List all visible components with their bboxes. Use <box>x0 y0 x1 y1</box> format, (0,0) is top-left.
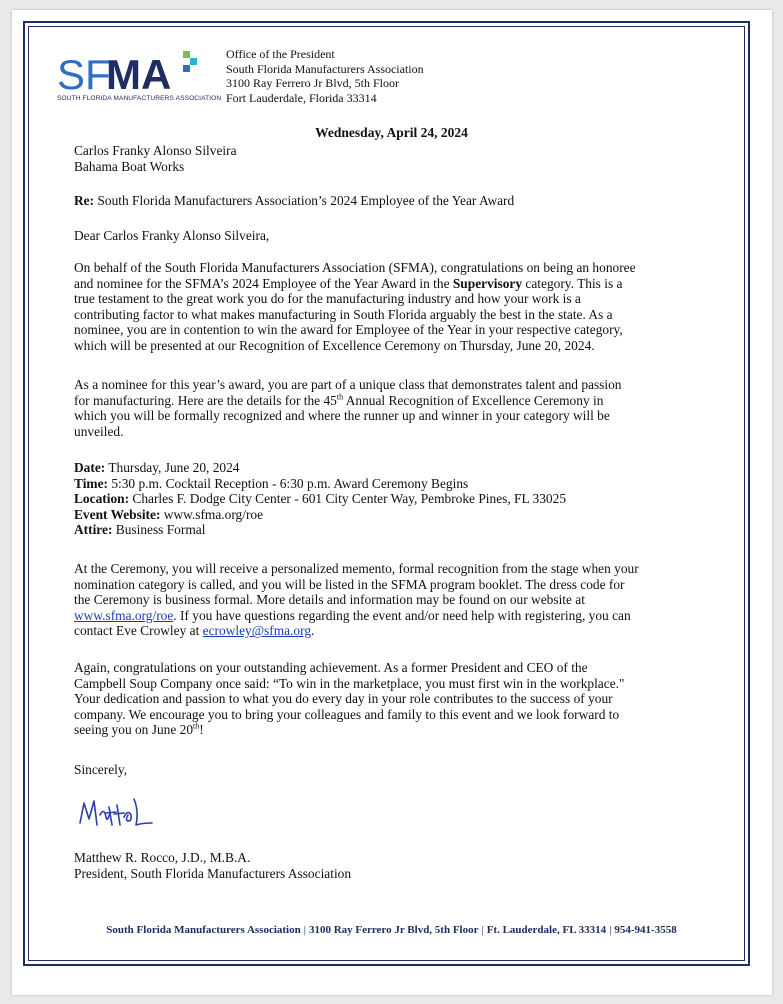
paragraph-1-line: true testament to the great work you do for the manufacturing industry and how your work is a <box>74 291 581 307</box>
subject-line <box>74 193 690 209</box>
paragraph-4-line: seeing you on June 20th! <box>74 721 204 738</box>
logo-square-green-icon <box>183 51 190 58</box>
paragraph-2-line: which you will be formally recognized and where the runner up and winner in your category will be <box>74 408 610 424</box>
signer-title: President, South Florida Manufacturers Association <box>74 865 352 881</box>
footer-separator: | <box>303 924 306 936</box>
logo-sf-text: SF <box>57 51 111 95</box>
logo-square-blue-icon <box>183 65 190 72</box>
salutation: Dear Carlos Franky Alonso Silveira, <box>74 228 270 243</box>
detail-location: Location: Charles F. Dodge City Center - 601 City Center Way, Pembroke Pines, FL 33025 <box>74 491 567 507</box>
footer <box>0 924 783 936</box>
detail-date: Date: Thursday, June 20, 2024 <box>74 460 240 475</box>
website-link[interactable]: www.sfma.org/roe <box>74 607 174 623</box>
paragraph-2-line: As a nominee for this year’s award, you are part of a unique class that demonstrates talent and passion <box>74 377 622 392</box>
paragraph-3-line: nomination category is called, and you will be listed in the SFMA program booklet. The dress code for <box>74 576 625 592</box>
paragraph-1-line: and nominee for the SFMA’s 2024 Employee of the Year Award in the Supervisory category. This is a <box>74 275 623 291</box>
detail-time: Time: 5:30 p.m. Cocktail Reception - 6:30 p.m. Award Ceremony Begins <box>74 475 469 491</box>
paragraph-1-line: contributing factor to what makes manufacturing in South Florida arguably the best in the state. As a <box>74 306 613 322</box>
paragraph-4-line: Campbell Soup Company once said: “To win in the marketplace, you must first win in the workplace." <box>74 675 625 691</box>
event-details <box>74 460 690 538</box>
sender-address-block <box>226 47 424 105</box>
footer-city: Ft. Lauderdale, FL 33314 <box>486 924 607 936</box>
paragraph-1 <box>74 260 690 354</box>
paragraph-2-line: for manufacturing. Here are the details for the 45th Annual Recognition of Excellence Ceremony in <box>74 392 604 408</box>
signer-block <box>74 850 690 881</box>
signature-image <box>76 793 156 838</box>
recipient-company: Bahama Boat Works <box>74 158 185 174</box>
office-title: Office of the President <box>226 47 335 61</box>
paragraph-4 <box>74 660 690 738</box>
paragraph-1-line: which will be presented at our Recognition of Excellence Ceremony on Thursday, June 20, 2024. <box>74 337 595 353</box>
office-org: South Florida Manufacturers Association <box>226 61 424 76</box>
recipient-block <box>74 143 690 174</box>
paragraph-2 <box>74 377 690 439</box>
paragraph-3-line: www.sfma.org/roe. If you have questions regarding the event and/or need help with registering, you can <box>74 607 631 623</box>
footer-separator: | <box>609 924 612 936</box>
paragraph-1-line: On behalf of the South Florida Manufacturers Association (SFMA), congratulations on being an honoree <box>74 260 636 275</box>
paragraph-4-line: Again, congratulations on your outstanding achievement. As a former President and CEO of the <box>74 660 588 675</box>
paragraph-3 <box>74 561 690 639</box>
closing: Sincerely, <box>74 762 128 777</box>
paragraph-1-line: nominee, you are in contention to win the award for Employee of the Year in your respective category, <box>74 322 623 338</box>
footer-separator: | <box>481 924 484 936</box>
office-address-line1: 3100 Ray Ferrero Jr Blvd, 5th Floor <box>226 76 399 90</box>
paragraph-2-line: unveiled. <box>74 423 124 439</box>
logo-square-teal-icon <box>190 58 197 65</box>
paragraph-3-line: contact Eve Crowley at ecrowley@sfma.org. <box>74 623 315 639</box>
signer-name: Matthew R. Rocco, J.D., M.B.A. <box>74 850 251 865</box>
logo-ma-text: MA <box>106 51 172 95</box>
recipient-name: Carlos Franky Alonso Silveira <box>74 143 237 158</box>
paragraph-3-line: the Ceremony is business formal. More details and information may be found on our website at <box>74 592 585 608</box>
subject-label: Re: <box>74 193 95 208</box>
detail-attire: Attire: Business Formal <box>74 522 206 538</box>
paragraph-4-line: company. We encourage you to bring your colleagues and family to this event and we look forward to <box>74 706 620 722</box>
paragraph-4-line: Your dedication and passion to what you do every day in your role contributes to the success of your <box>74 691 613 707</box>
footer-org: South Florida Manufacturers Association <box>106 924 301 936</box>
letter-date: Wednesday, April 24, 2024 <box>315 125 468 140</box>
logo-tagline: SOUTH FLORIDA MANUFACTURERS ASSOCIATION <box>57 95 222 102</box>
footer-phone: 954-941-3558 <box>614 924 677 936</box>
detail-website: Event Website: www.sfma.org/roe <box>74 506 264 522</box>
email-link[interactable]: ecrowley@sfma.org <box>202 623 312 639</box>
sfma-logo <box>57 49 222 109</box>
paragraph-3-line: At the Ceremony, you will receive a personalized memento, formal recognition from the stage when your <box>74 561 639 576</box>
office-address-line2: Fort Lauderdale, Florida 33314 <box>226 90 377 105</box>
subject-text: South Florida Manufacturers Association’s 2024 Employee of the Year Award <box>94 193 515 208</box>
footer-address: 3100 Ray Ferrero Jr Blvd, 5th Floor <box>308 924 479 936</box>
